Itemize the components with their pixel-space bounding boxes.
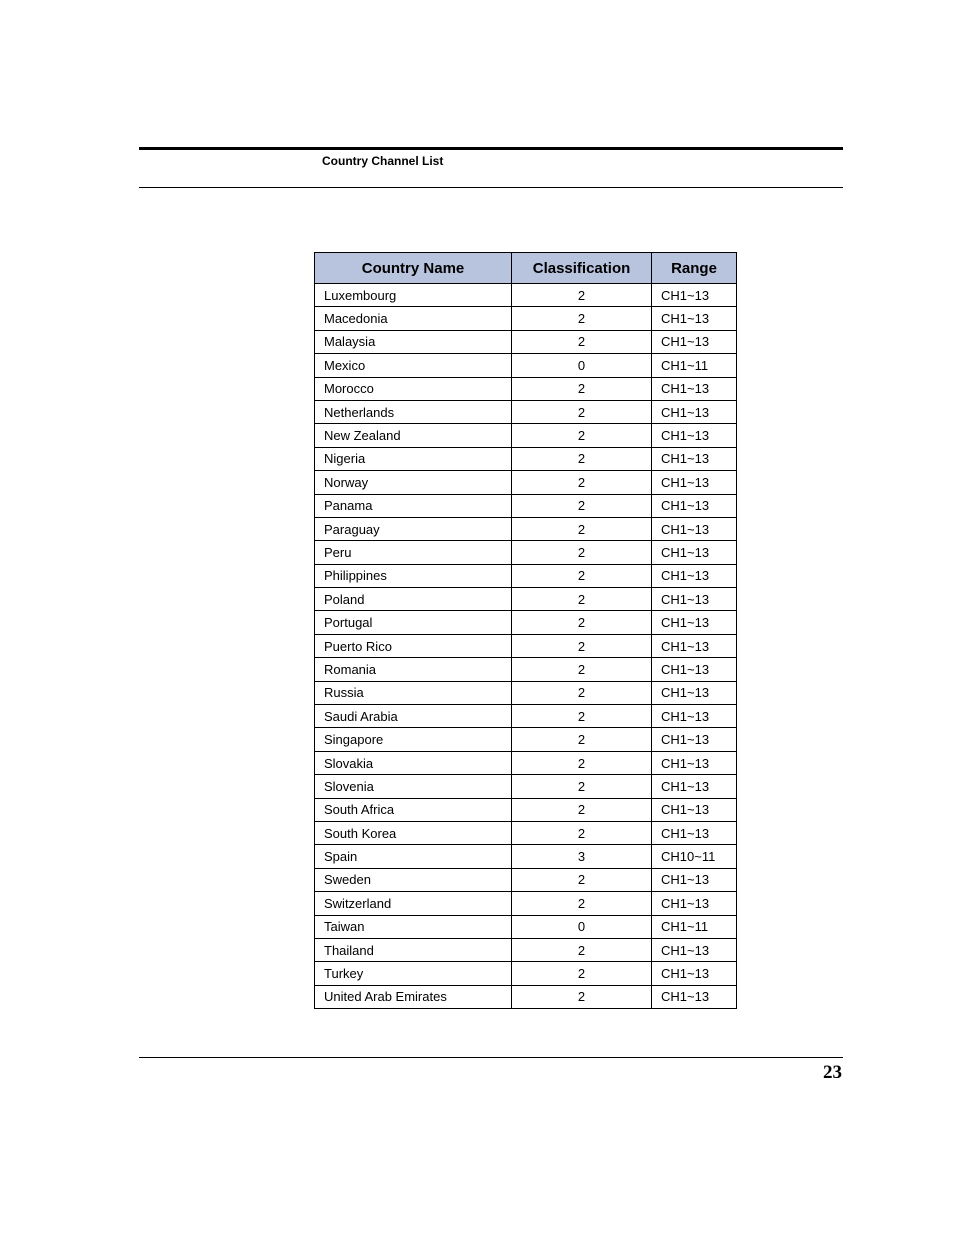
- column-header-country: Country Name: [315, 253, 512, 284]
- table-row: [315, 330, 737, 353]
- range-cell: CH1~13: [652, 658, 737, 681]
- table-row: [315, 377, 737, 400]
- classification-cell: 2: [512, 821, 652, 844]
- classification-cell: 2: [512, 307, 652, 330]
- country-name-cell: Peru: [315, 541, 512, 564]
- table-row: [315, 962, 737, 985]
- column-header-range: Range: [652, 253, 737, 284]
- country-name-cell: United Arab Emirates: [315, 985, 512, 1008]
- country-name-cell: South Africa: [315, 798, 512, 821]
- range-cell: CH1~13: [652, 775, 737, 798]
- table-row: [315, 845, 737, 868]
- table-row: [315, 821, 737, 844]
- range-cell: CH1~11: [652, 354, 737, 377]
- country-name-cell: Luxembourg: [315, 284, 512, 307]
- range-cell: CH1~13: [652, 634, 737, 657]
- classification-cell: 2: [512, 985, 652, 1008]
- country-name-cell: Saudi Arabia: [315, 705, 512, 728]
- column-header-classification: Classification: [512, 253, 652, 284]
- country-name-cell: Malaysia: [315, 330, 512, 353]
- classification-cell: 0: [512, 915, 652, 938]
- table-row: [315, 634, 737, 657]
- classification-cell: 2: [512, 284, 652, 307]
- classification-cell: 2: [512, 400, 652, 423]
- table-row: [315, 728, 737, 751]
- country-name-cell: Poland: [315, 588, 512, 611]
- classification-cell: 2: [512, 634, 652, 657]
- header-rule: [139, 147, 843, 150]
- range-cell: CH1~13: [652, 821, 737, 844]
- country-name-cell: Panama: [315, 494, 512, 517]
- country-name-cell: Turkey: [315, 962, 512, 985]
- range-cell: CH1~13: [652, 377, 737, 400]
- range-cell: CH1~13: [652, 705, 737, 728]
- range-cell: CH1~13: [652, 681, 737, 704]
- table-row: [315, 892, 737, 915]
- classification-cell: 2: [512, 494, 652, 517]
- range-cell: CH1~13: [652, 541, 737, 564]
- country-name-cell: Norway: [315, 471, 512, 494]
- range-cell: CH1~11: [652, 915, 737, 938]
- table-row: [315, 868, 737, 891]
- country-name-cell: Thailand: [315, 938, 512, 961]
- classification-cell: 2: [512, 611, 652, 634]
- range-cell: CH1~13: [652, 892, 737, 915]
- range-cell: CH1~13: [652, 447, 737, 470]
- range-cell: CH1~13: [652, 424, 737, 447]
- classification-cell: 2: [512, 962, 652, 985]
- range-cell: CH1~13: [652, 330, 737, 353]
- classification-cell: 2: [512, 447, 652, 470]
- table-row: [315, 284, 737, 307]
- country-name-cell: Philippines: [315, 564, 512, 587]
- country-name-cell: Sweden: [315, 868, 512, 891]
- table-row: [315, 424, 737, 447]
- classification-cell: 2: [512, 681, 652, 704]
- country-name-cell: Switzerland: [315, 892, 512, 915]
- classification-cell: 2: [512, 424, 652, 447]
- classification-cell: 2: [512, 728, 652, 751]
- table-row: [315, 611, 737, 634]
- classification-cell: 2: [512, 588, 652, 611]
- table-row: [315, 705, 737, 728]
- running-header-title: Country Channel List: [322, 154, 444, 168]
- range-cell: CH1~13: [652, 728, 737, 751]
- range-cell: CH1~13: [652, 751, 737, 774]
- classification-cell: 3: [512, 845, 652, 868]
- table-row: [315, 517, 737, 540]
- classification-cell: 2: [512, 658, 652, 681]
- country-name-cell: Portugal: [315, 611, 512, 634]
- classification-cell: 2: [512, 330, 652, 353]
- country-name-cell: Paraguay: [315, 517, 512, 540]
- table-header-row: [315, 253, 737, 284]
- classification-cell: 2: [512, 938, 652, 961]
- classification-cell: 2: [512, 541, 652, 564]
- table-row: [315, 471, 737, 494]
- table-row: [315, 588, 737, 611]
- country-name-cell: South Korea: [315, 821, 512, 844]
- table-row: [315, 494, 737, 517]
- classification-cell: 2: [512, 471, 652, 494]
- range-cell: CH1~13: [652, 868, 737, 891]
- classification-cell: 2: [512, 517, 652, 540]
- range-cell: CH1~13: [652, 400, 737, 423]
- country-name-cell: Slovenia: [315, 775, 512, 798]
- country-name-cell: Morocco: [315, 377, 512, 400]
- table-body: [315, 284, 737, 1009]
- table-row: [315, 985, 737, 1008]
- country-name-cell: Taiwan: [315, 915, 512, 938]
- table-row: [315, 541, 737, 564]
- table-row: [315, 658, 737, 681]
- table-row: [315, 307, 737, 330]
- header-divider: [139, 187, 843, 188]
- country-name-cell: Singapore: [315, 728, 512, 751]
- range-cell: CH1~13: [652, 938, 737, 961]
- range-cell: CH10~11: [652, 845, 737, 868]
- classification-cell: 2: [512, 705, 652, 728]
- range-cell: CH1~13: [652, 564, 737, 587]
- classification-cell: 2: [512, 775, 652, 798]
- table-row: [315, 915, 737, 938]
- classification-cell: 2: [512, 892, 652, 915]
- classification-cell: 2: [512, 564, 652, 587]
- table-row: [315, 775, 737, 798]
- classification-cell: 2: [512, 751, 652, 774]
- range-cell: CH1~13: [652, 517, 737, 540]
- footer-rule: [139, 1057, 843, 1058]
- table-row: [315, 681, 737, 704]
- classification-cell: 2: [512, 798, 652, 821]
- classification-cell: 2: [512, 377, 652, 400]
- table-row: [315, 400, 737, 423]
- country-name-cell: Mexico: [315, 354, 512, 377]
- range-cell: CH1~13: [652, 798, 737, 821]
- country-name-cell: Slovakia: [315, 751, 512, 774]
- range-cell: CH1~13: [652, 611, 737, 634]
- table-row: [315, 938, 737, 961]
- page-number: 23: [823, 1062, 842, 1083]
- range-cell: CH1~13: [652, 588, 737, 611]
- range-cell: CH1~13: [652, 307, 737, 330]
- country-name-cell: Macedonia: [315, 307, 512, 330]
- range-cell: CH1~13: [652, 494, 737, 517]
- classification-cell: 2: [512, 868, 652, 891]
- table-row: [315, 798, 737, 821]
- country-name-cell: Nigeria: [315, 447, 512, 470]
- table-row: [315, 751, 737, 774]
- country-name-cell: Puerto Rico: [315, 634, 512, 657]
- classification-cell: 0: [512, 354, 652, 377]
- range-cell: CH1~13: [652, 284, 737, 307]
- country-name-cell: Romania: [315, 658, 512, 681]
- range-cell: CH1~13: [652, 962, 737, 985]
- country-name-cell: New Zealand: [315, 424, 512, 447]
- country-name-cell: Spain: [315, 845, 512, 868]
- table-row: [315, 564, 737, 587]
- country-name-cell: Russia: [315, 681, 512, 704]
- range-cell: CH1~13: [652, 471, 737, 494]
- table-row: [315, 354, 737, 377]
- country-channel-table: [314, 252, 737, 1009]
- country-name-cell: Netherlands: [315, 400, 512, 423]
- table-row: [315, 447, 737, 470]
- range-cell: CH1~13: [652, 985, 737, 1008]
